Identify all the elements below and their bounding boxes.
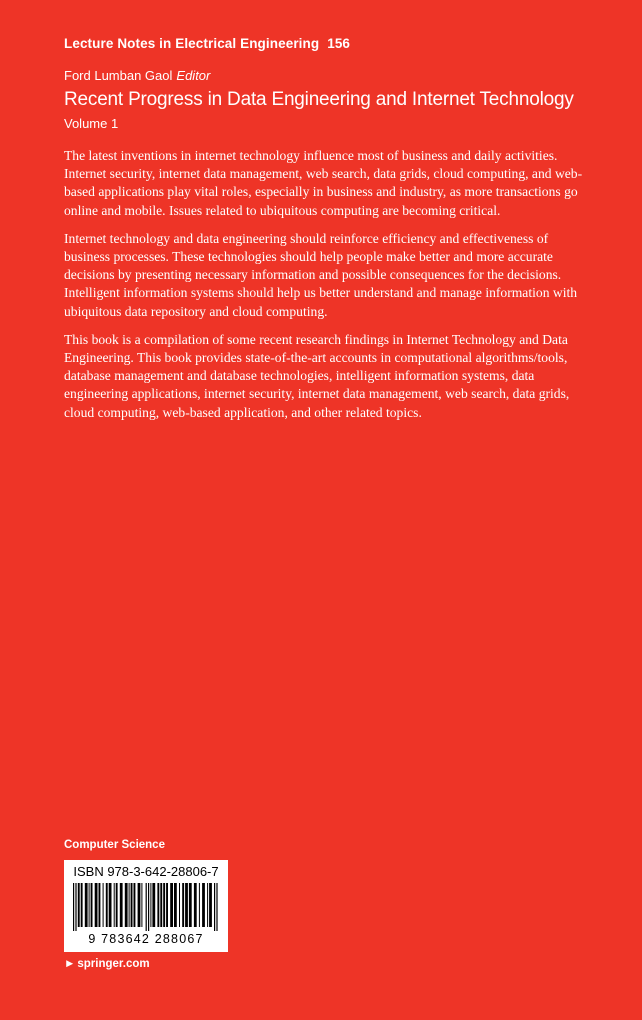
book-volume: Volume 1 [64, 116, 119, 131]
blurb-paragraph-1: The latest inventions in internet technology influence most of business and daily activities. Internet security, internet data management, web search, data grids, cloud computing, and web-based applications play vital roles, especially in business and industry, as more transactions go online and mobile. Issues related to ubiquitous computing are becoming critical. [64, 148, 583, 218]
blurb-paragraph-3: This book is a compilation of some recent research findings in Internet Technology and Data Engineering. This book provides state-of-the-art accounts in computational algorithms/tools, database management and database technologies, intelligent information systems, data engineering applications, internet security, internet data management, web search, data grids, cloud computing, web-based application, and other related topics. [64, 331, 570, 420]
series-name: Lecture Notes in Electrical Engineering [64, 36, 320, 51]
editor-name: Ford Lumban Gaol [64, 68, 173, 83]
editor-line [64, 68, 210, 83]
series-line [64, 36, 350, 51]
isbn-label: ISBN 978-3-642-28806-7 [73, 864, 219, 879]
series-number: 156 [327, 36, 351, 51]
book-title: Recent Progress in Data Engineering and Internet Technology [64, 89, 574, 110]
barcode-icon [72, 883, 220, 931]
website-url: springer.com [77, 958, 150, 970]
editor-role: Editor [176, 68, 211, 83]
arrow-right-icon: ► [64, 958, 76, 970]
blurb-paragraph-2: Internet technology and data engineering should reinforce efficiency and effectiveness of business processes. These technologies should help people make better and more accurate decisions by presenting necessary information and possible consequences for the decisions. Intelligent information systems should help us better understand and manage information with ubiquitous data repository and cloud computing. [64, 230, 578, 319]
barcode-digits: 9 783642 288067 [88, 932, 204, 946]
website-link[interactable] [64, 958, 150, 970]
blurb [64, 147, 584, 432]
subject-category: Computer Science [64, 839, 165, 851]
barcode-box [64, 860, 228, 952]
